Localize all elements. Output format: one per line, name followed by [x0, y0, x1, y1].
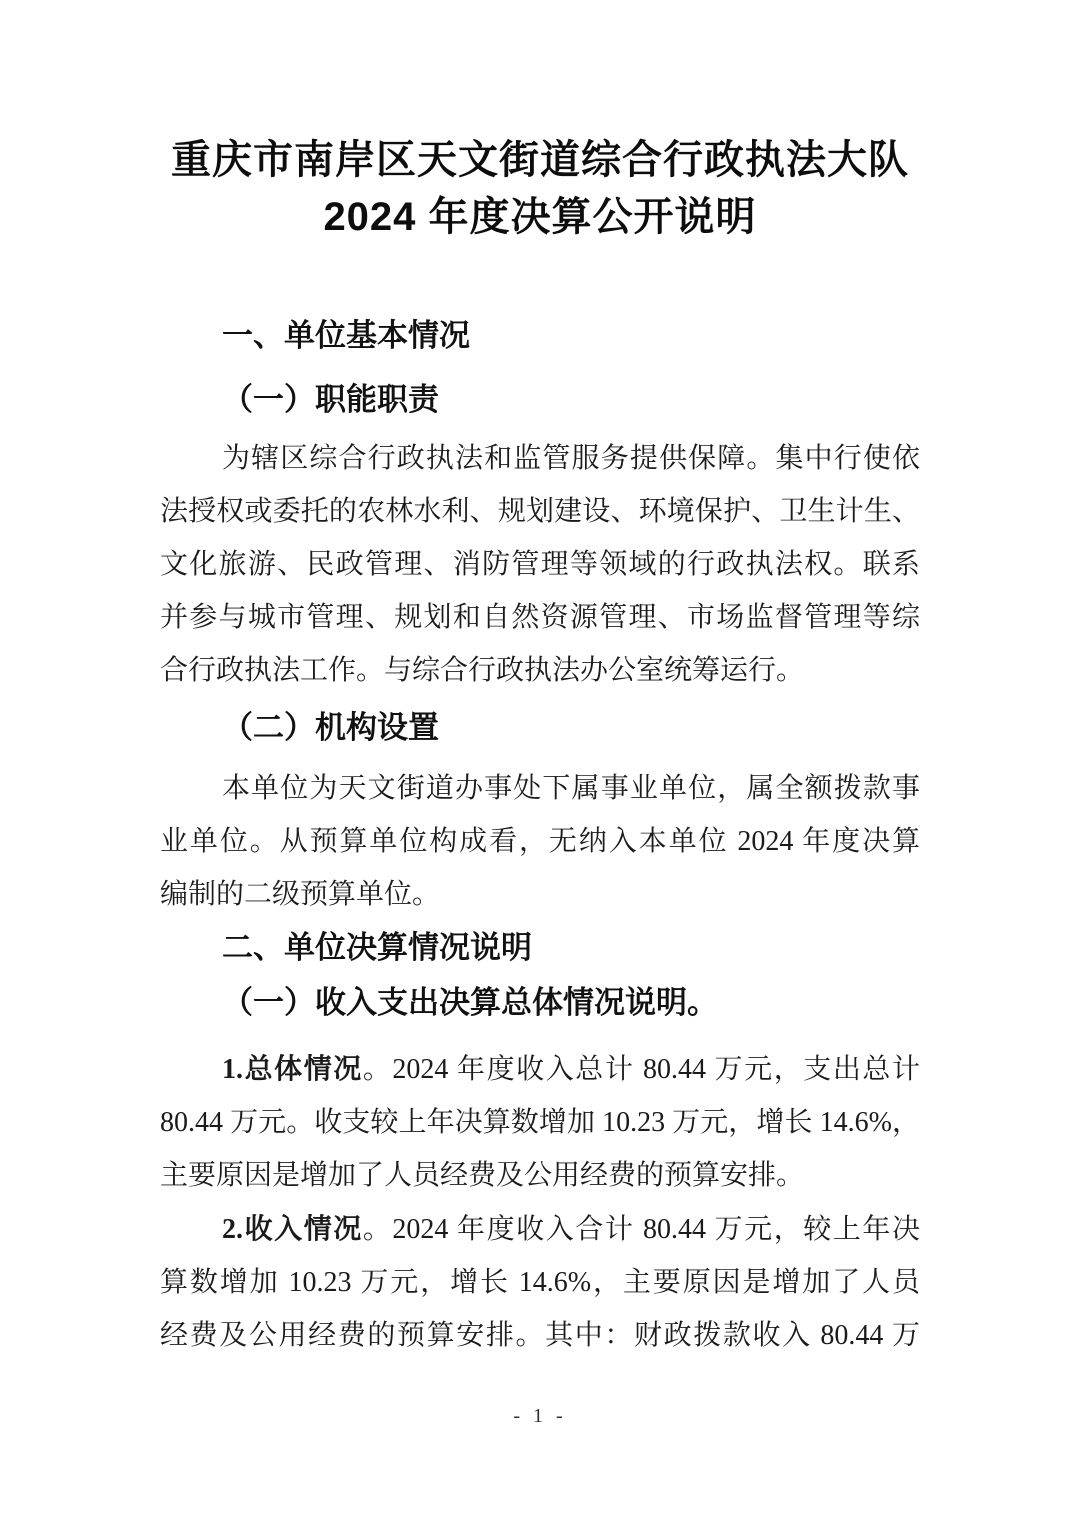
- subsection-heading-duties: （一）职能职责: [222, 382, 439, 417]
- page-number: - 1 -: [513, 1405, 567, 1427]
- paragraph-overall-situation: [160, 1043, 920, 1202]
- section-heading-1: 一、单位基本情况: [222, 318, 470, 353]
- paragraph-line: 主要原因是增加了人员经费及公用经费的预算安排。: [160, 1160, 805, 1191]
- bold-lead-overall: 1.总体情况: [222, 1054, 363, 1085]
- paragraph-line: 法授权或委托的农林水利、规划建设、环境保护、卫生计生、: [160, 496, 920, 527]
- paragraph-structure: [160, 762, 920, 921]
- paragraph-line: 业单位。从预算单位构成看，无纳入本单位 2024 年度决算: [160, 826, 920, 857]
- paragraph-line: 算数增加 10.23 万元，增长 14.6%，主要原因是增加了人员: [160, 1267, 920, 1298]
- paragraph-line: 为辖区综合行政执法和监管服务提供保障。集中行使依: [222, 443, 920, 474]
- section-heading-2: 二、单位决算情况说明: [222, 930, 532, 965]
- paragraph-line: 合行政执法工作。与综合行政执法办公室统筹运行。: [160, 655, 805, 686]
- bold-lead-income: 2.收入情况: [222, 1214, 363, 1245]
- subsection-heading-structure: （二）机构设置: [222, 710, 439, 745]
- paragraph-text: 。2024 年度收入合计 80.44 万元，较上年决: [362, 1214, 920, 1245]
- paragraph-line: 文化旅游、民政管理、消防管理等领域的行政执法权。联系: [160, 549, 920, 580]
- paragraph-line: 80.44 万元。收支较上年决算数增加 10.23 万元，增长 14.6%，: [160, 1107, 920, 1138]
- paragraph-text: 。2024 年度收入总计 80.44 万元，支出总计: [362, 1054, 920, 1085]
- paragraph-line: 本单位为天文街道办事处下属事业单位，属全额拨款事: [222, 773, 920, 804]
- paragraph-line: 编制的二级预算单位。: [160, 879, 441, 910]
- document-title-line-1: 重庆市南岸区天文街道综合行政执法大队: [171, 138, 909, 182]
- paragraph-line: 并参与城市管理、规划和自然资源管理、市场监督管理等综: [160, 602, 920, 633]
- document-title-line-2: 2024 年度决算公开说明: [323, 195, 757, 239]
- subsection-heading-overview: （一）收入支出决算总体情况说明。: [222, 985, 718, 1020]
- paragraph-line: [160, 1203, 920, 1256]
- paragraph-income-situation: [160, 1203, 920, 1362]
- paragraph-line: [160, 1043, 920, 1096]
- paragraph-line: 经费及公用经费的预算安排。其中：财政拨款收入 80.44 万: [160, 1320, 920, 1351]
- paragraph-duties: [160, 432, 920, 697]
